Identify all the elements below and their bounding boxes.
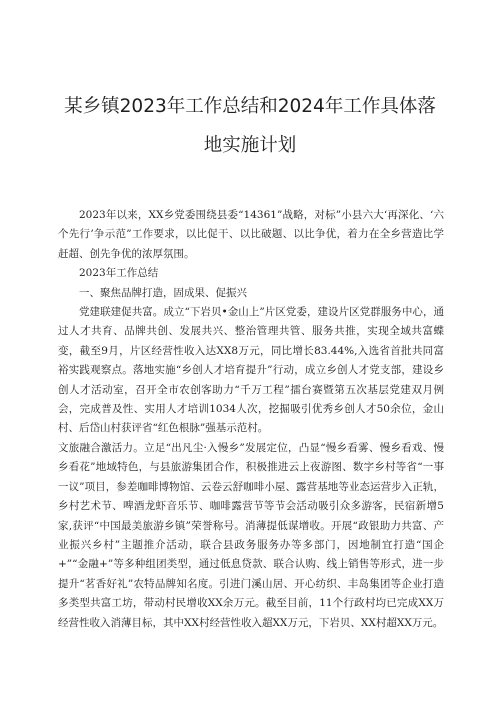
document-body [58, 206, 444, 633]
section-heading: 2023年工作总结 [79, 267, 159, 280]
paragraph-1: 党建联建促共富。成立“下岩贝•金山上”片区党委，建设片区党群服务中心，通过人才共育、品牌共创、发展共兴、整治管理共管、服务共推，实现全域共富蝶变，截至9月，片区经营性收入达XX8万元，同比增长83.44%,入选省首批共同富裕实践观察点。落地实施“乡创人才培育提升”行动，成立乡创人才党支部，建设乡创人才活动室，召开全市农创客助力“千万工程”擂台赛暨第五次基层党建双月例会，完成普及性、实用人才培训1034人次，挖掘吸引优秀乡创人才50余位，金山村、后岱山村获评省“红色根脉”强基示范村。 [58, 306, 444, 435]
document-title-line-1: 某乡镇2023年工作总结和2024年工作具体落 [64, 96, 436, 117]
document-title-line-2: 地实施计划 [203, 135, 297, 156]
subheading-1: 一、聚焦品牌打造，固成果、促振兴 [79, 286, 247, 299]
paragraph-2: 文旅融合激活力。立足“出凡尘·入慢乡”发展定位，凸显“慢乡看雾、慢乡看戏、慢乡看花”地域特色，与县旅游集团合作，积极推进云上夜游图、数字乡村等省“一事一议”项目，参差咖啡博物馆、云卷云舒咖啡小屋、露营基地等业态运营步入正轨，乡村艺术节、啤酒龙虾音乐节、咖啡露营节等节会活动吸引众多游客，民宿新增5家,获评“中国最美旅游乡镇”荣誉称号。消薄提低谋增收。开展“政银助力共富、产业振兴乡村”主题推介活动，联合县政务服务办等多部门，因地制宜打造“国企+”“金融+”等多种组团类型，通过低息贷款、联合认购、线上销售等形式，进一步提升“茗香好礼”农特品牌知名度。引进门溪山居、开心纺织、丰岛集团等企业打造多类型共富工坊，带动村民增收XX余万元。截至目前，11个行政村均已完成XX万经营性收入消薄目标，其中XX村经营性收入超XX万元，下岩贝、XX村超XX万元。 [58, 441, 444, 629]
intro-paragraph: 2023年以来，XX乡党委围绕县委“14361”战略，对标”小县六大‘再深化、‘六个先行’争示范”工作要求，以比促干、以比破题、以比争优，着力在全乡营造比学赶超、创先争优的浓厚氛围。 [58, 209, 444, 260]
